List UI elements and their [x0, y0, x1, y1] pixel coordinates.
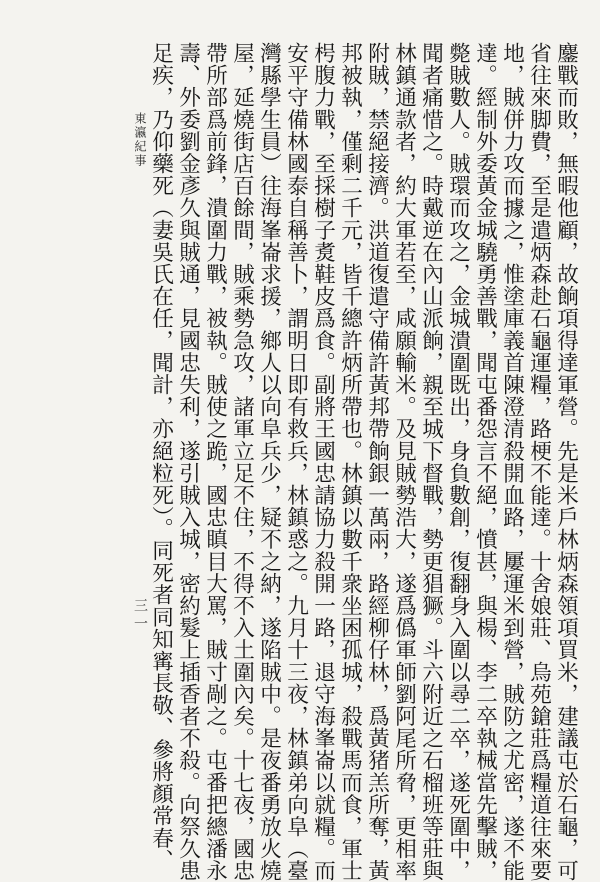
- text-column-10: 枵腹力戰，至採樹子煑鞋皮爲食。副將王國忠請協力殺開一路，退守海峯崙以就糧。而: [310, 42, 336, 882]
- running-header-title: 東瀛紀事: [133, 112, 147, 168]
- page-number: 三一: [132, 598, 148, 634]
- text-column-5: 斃賊數人。賊環而攻之，金城潰圍既出，身負數創，復翻身入圍以尋二卒，遂死圍中，: [445, 42, 471, 882]
- text-column-3: 地，賊併力攻而據之，惟塗庫義首陳澄清殺開血路，屢運米到營，賊防之尤密，遂不能: [499, 42, 525, 882]
- text-column-11: 安平守備林國泰自稱善卜，謂明日即有救兵，林鎮惑之。九月十三夜，林鎮弟向阜（臺: [283, 42, 309, 882]
- text-column-4: 達。經制外委黃金城驍勇善戰，聞屯番怨言不絕，憤甚，與楊、李二卒執械當先擊賊，: [472, 42, 498, 882]
- text-column-13: 屋，延燒街店百餘間，賊乘勢急攻，諸軍立足不住，不得不入土圍內矣。十七夜，國忠: [229, 42, 255, 882]
- text-column-7: 林鎮通款者，約大軍若至，咸願輸米。及見賊勢浩大，遂爲僞軍師劉阿尾所脅，更相率: [391, 42, 417, 882]
- text-column-15: 壽、外委劉金彥久與賊通，見國忠失利，遂引賊入城，密約髮上插香者不殺。向祭久患: [175, 42, 201, 882]
- text-column-2: 省往來脚費，至是遣炳森赴石龜運糧，路梗不能達。十舍娘莊、烏苑鎗莊爲糧道往來要: [526, 42, 552, 882]
- text-column-14: 帶所部爲前鋒，潰圍力戰，被執。賊使之跪，國忠瞋目大罵，賊寸剮之。屯番把總潘永: [202, 42, 228, 882]
- text-column-16: 足疾，乃仰藥死（妻吳氏在任，聞計，亦絕粒死）。同死者同知寗長敬、參將顏常春、: [148, 42, 174, 871]
- text-column-6: 聞者痛惜之。時戴逆在內山派餉，親至城下督戰，勢更猖獗。斗六附近之石榴班等莊與: [418, 42, 444, 882]
- text-column-1: 鏖戰而敗，無暇他顧，故餉項得達軍營。先是米戶林炳森領項買米，建議屯於石龜，可: [553, 42, 579, 882]
- text-column-12: 灣縣學生員）往海峯崙求援，鄉人以向阜兵少，疑不之納，遂陷賊中。是夜番勇放火燒: [256, 42, 282, 882]
- text-column-8: 附賊，禁絕接濟。洪道復遣守備許黃邦帶餉銀一萬兩，路經柳仔林，爲黃猪羔所奪，黃: [364, 42, 390, 882]
- text-column-9: 邦被執，僅剩二千元，皆千總許炳所帶也。林鎮以數千衆坐困孤城，殺戰馬而食，軍士: [337, 42, 363, 882]
